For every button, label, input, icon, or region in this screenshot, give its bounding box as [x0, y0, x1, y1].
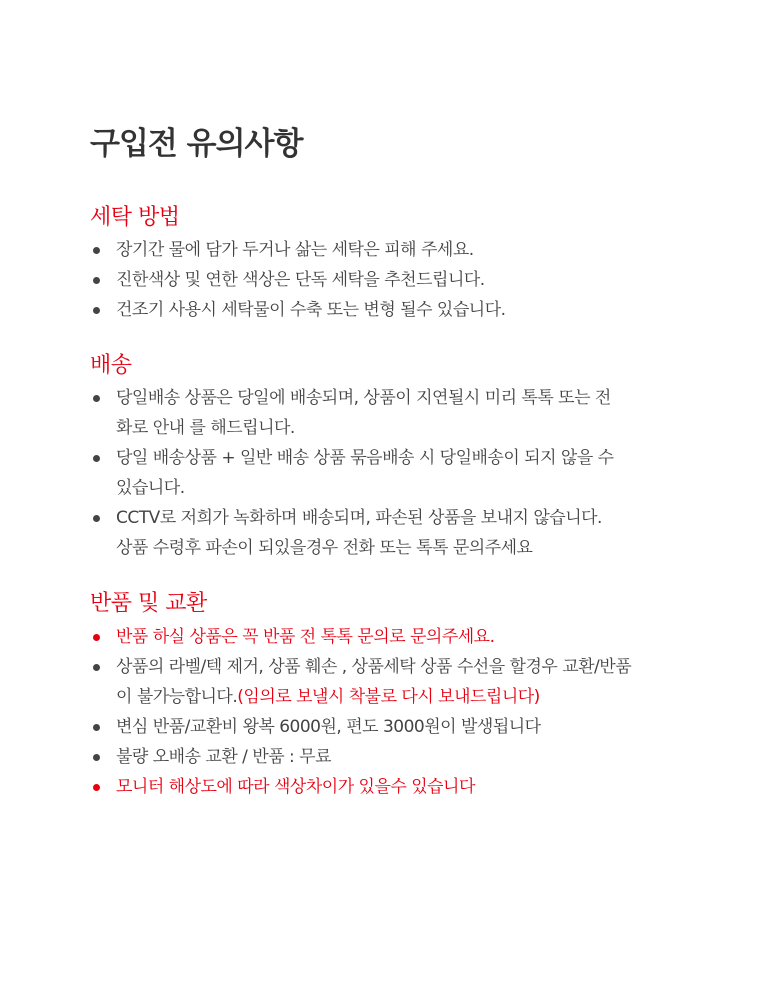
list-item	[90, 383, 730, 443]
bullet-icon	[93, 724, 100, 731]
bullet-icon	[93, 395, 100, 402]
bullet-icon	[93, 307, 100, 314]
list-item-text-highlight: (임의로 보낼시 착불로 다시 보내드립니다)	[237, 687, 540, 707]
list-item-text-continued: 있습니다.	[116, 478, 185, 498]
list-item-text: 반품 하실 상품은 꼭 반품 전 톡톡 문의로 문의주세요.	[116, 627, 495, 647]
list-item-text-continued: 상품 수령후 파손이 되있을경우 전화 또는 톡톡 문의주세요	[116, 538, 533, 558]
list-item	[90, 652, 730, 712]
list-item	[90, 295, 730, 325]
page-title: 구입전 유의사항	[90, 126, 303, 162]
list-item-text: 모니터 해상도에 따라 색상차이가 있을수 있습니다	[116, 777, 475, 797]
returns-list	[90, 622, 730, 802]
bullet-icon	[93, 247, 100, 254]
list-item-text: 진한색상 및 연한 색상은 단독 세탁을 추천드립니다.	[116, 270, 485, 290]
list-item	[90, 265, 730, 295]
list-item	[90, 742, 730, 772]
list-item-text: 건조기 사용시 세탁물이 수축 또는 변형 될수 있습니다.	[116, 300, 506, 320]
list-item-text: 당일배송 상품은 당일에 배송되며, 상품이 지연될시 미리 톡톡 또는 전	[116, 388, 611, 408]
list-item	[90, 443, 730, 503]
bullet-icon	[93, 664, 100, 671]
bullet-icon	[93, 784, 100, 791]
list-item	[90, 772, 730, 802]
list-item-text: 당일 배송상품 + 일반 배송 상품 묶음배송 시 당일배송이 되지 않을 수	[116, 448, 614, 468]
list-item	[90, 235, 730, 265]
section-heading-washing: 세탁 방법	[90, 205, 180, 230]
section-heading-returns: 반품 및 교환	[90, 591, 207, 616]
bullet-icon	[93, 634, 100, 641]
bullet-icon	[93, 455, 100, 462]
list-item-text: 상품의 라벨/텍 제거, 상품 훼손 , 상품세탁 상품 수선을 할경우 교환/반품	[116, 657, 632, 677]
delivery-list	[90, 383, 730, 563]
list-item	[90, 712, 730, 742]
bullet-icon	[93, 515, 100, 522]
list-item-text-continued: 화로 안내 를 해드립니다.	[116, 418, 295, 438]
washing-list	[90, 235, 730, 325]
list-item	[90, 503, 730, 563]
bullet-icon	[93, 277, 100, 284]
list-item-text: 변심 반품/교환비 왕복 6000원, 편도 3000원이 발생됩니다	[116, 717, 541, 737]
list-item-text: 불량 오배송 교환 / 반품 : 무료	[116, 747, 332, 767]
list-item-text-continued	[116, 682, 730, 712]
bullet-icon	[93, 754, 100, 761]
list-item-text-plain: 이 불가능합니다.	[116, 687, 238, 707]
list-item-text: 장기간 물에 담가 두거나 삶는 세탁은 피해 주세요.	[116, 240, 474, 260]
list-item	[90, 622, 730, 652]
section-heading-delivery: 배송	[90, 353, 132, 378]
list-item-text: CCTV로 저희가 녹화하며 배송되며, 파손된 상품을 보내지 않습니다.	[116, 508, 602, 528]
